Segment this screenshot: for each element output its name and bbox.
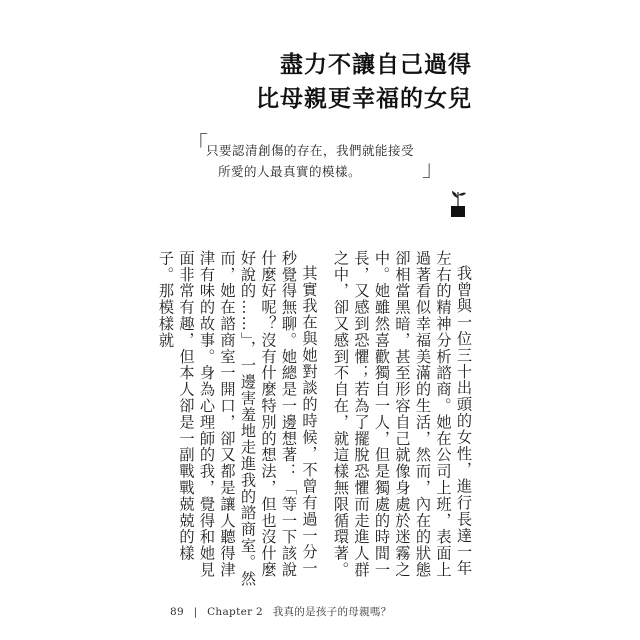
body-paragraph-1: 我曾與一位三十出頭的女性，進行長達一年左右的精神分析諮商。她在公司上班，表面上過著看似幸福美滿的生活，然而，內在的狀態卻相當黑暗，甚至形容自己就像身處於迷霧之中。她雖然喜歡獨自一人，但是獨處的時間一長，又感到恐懼；若為了擺脫恐懼而走進人群之中，卻又感到不自在，就這樣無限循環著。	[332, 250, 473, 578]
chapter-running-title: 我真的是孩子的母親嗎？	[272, 606, 392, 618]
sprout-pot-icon	[446, 186, 470, 218]
quote-line-1: 只要認清創傷的存在，我們就能接受	[206, 143, 415, 158]
page-number: 89	[170, 606, 184, 618]
footer-separator: |	[193, 606, 198, 618]
page-footer	[170, 604, 398, 619]
title-line-1: 盡力不讓自己過得	[280, 52, 472, 78]
chapter-label: Chapter 2	[207, 606, 264, 618]
title-line-2: 比母親更幸福的女兒	[256, 86, 472, 112]
chapter-title	[256, 48, 472, 116]
body-paragraph-2: 其實我在與她對談的時候，不曾有過一分一秒覺得無聊。她總是一邊想著：「等一下該說什麼好呢？沒有什麼特別的想法，但也沒什麼好說的……」，一邊害羞地走進我的諮商室。然而，她在諮商室一開口，卻又都是讓人聽得津津有味的故事。身為心理師的我，覺得和她見面非常有趣，但本人卻是一副戰戰兢兢的樣子。那模樣就	[157, 250, 319, 587]
quote-open-mark: 「	[186, 133, 209, 158]
quote-close-mark: 」	[422, 157, 445, 182]
epigraph-quote	[206, 140, 414, 182]
quote-line-2: 所愛的人最真實的模樣。	[218, 164, 362, 179]
body-text	[157, 250, 474, 590]
